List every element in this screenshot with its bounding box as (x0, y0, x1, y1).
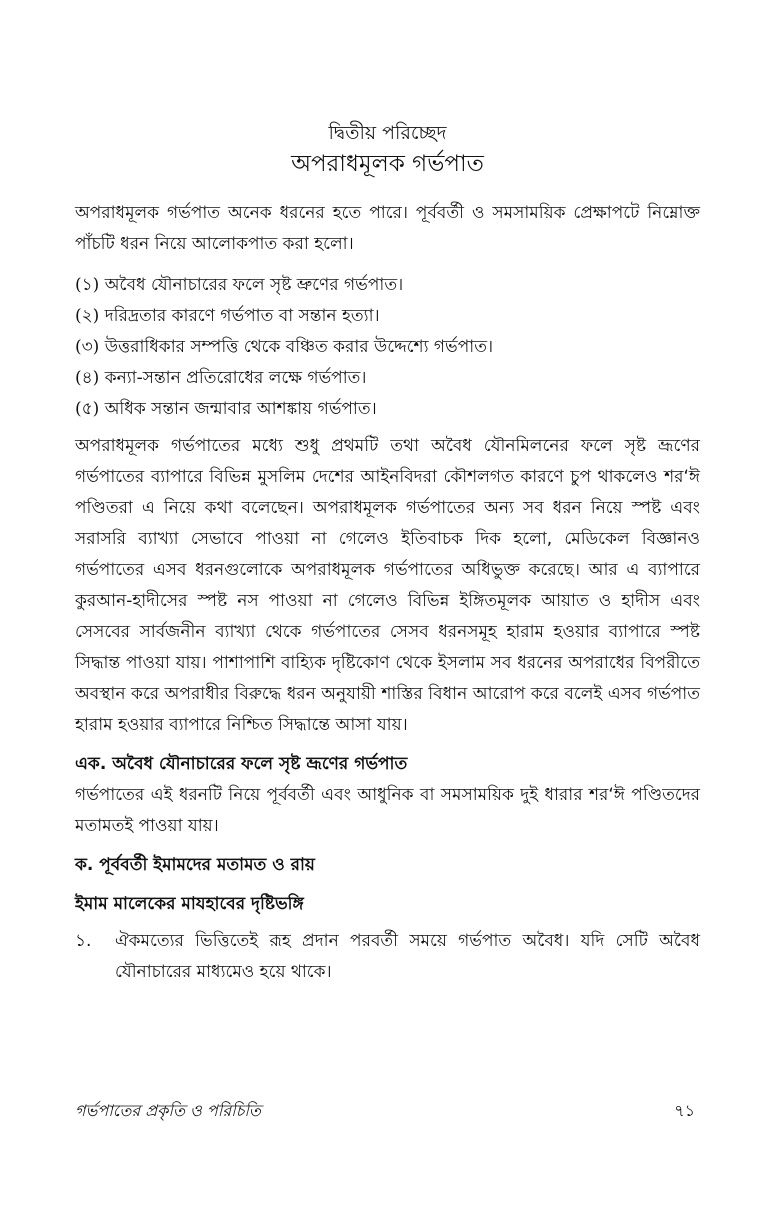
list-item-number: (৫) (75, 399, 100, 419)
abortion-types-list (75, 270, 700, 425)
list-item (75, 394, 700, 425)
list-item (75, 332, 700, 363)
section-heading-one: এক. অবৈধ যৌনাচারের ফলে সৃষ্ট ভ্রূণের গর্ভপাত (75, 754, 408, 774)
chapter-title: অপরাধমূলক গর্ভপাত (291, 151, 484, 177)
point-text: ঐকমত্যের ভিত্তিতেই রূহ প্রদান পরবর্তী সময়ে গর্ভপাত অবৈধ। যদি সেটি অবৈধ যৌনাচারের মাধ্যমেও হয়ে থাকে। (115, 931, 700, 982)
list-item-number: (২) (75, 306, 100, 326)
point-number: ১. (75, 931, 92, 951)
chapter-label: দ্বিতীয় পরিচ্ছেদ (328, 122, 447, 144)
list-item-text: উত্তরাধিকার সম্পত্তি থেকে বঞ্চিত করার উদ্দেশ্যে গর্ভপাত। (104, 337, 494, 357)
list-item-text: দরিদ্রতার কারণে গর্ভপাত বা সন্তান হত্যা। (104, 306, 380, 326)
list-item-number: (৩) (75, 337, 100, 357)
page-footer (75, 1098, 695, 1124)
numbered-point (75, 926, 700, 988)
list-item-number: (১) (75, 275, 100, 295)
list-item (75, 270, 700, 301)
discussion-paragraph: অপরাধমূলক গর্ভপাতের মধ্যে শুধু প্রথমটি তথা অবৈধ যৌনমিলনের ফলে সৃষ্ট ভ্রূণের গর্ভপাতের ব্যাপারে বিভিন্ন মুসলিম দেশের আইনবিদরা কৌশলগত কারণে চুপ থাকলেও শর‘ঈ পণ্ডিতরা এ নিয়ে কথা বলেছেন। অপরাধমূলক গর্ভপাতের অন্য সব ধরন নিয়ে স্পষ্ট এবং সরাসরি ব্যাখ্যা সেভাবে পাওয়া না গেলেও ইতিবাচক দিক হলো, মেডিকেল বিজ্ঞানও গর্ভপাতের এসব ধরনগুলোকে অপরাধমূলক গর্ভপাতের অধিভুক্ত করেছে। আর এ ব্যাপারে কুরআন-হাদীসের স্পষ্ট নস পাওয়া না গেলেও বিভিন্ন ইঙ্গিতমূলক আয়াত ও হাদীস এবং সেসবের সার্বজনীন ব্যাখ্যা থেকে গর্ভপাতের সেসব ধরনসমূহ হারাম হওয়ার ব্যাপারে স্পষ্ট সিদ্ধান্ত পাওয়া যায়। পাশাপাশি বাহ্যিক দৃষ্টিকোণ থেকে ইসলাম সব ধরনের অপরাধের বিপরীতে অবস্থান করে অপরাধীর বিরুদ্ধে ধরন অনুযায়ী শাস্তির বিধান আরোপ করে বলেই এসব গর্ভপাত হারাম হওয়ার ব্যাপারে নিশ্চিত সিদ্ধান্তে আসা যায়। (75, 436, 700, 735)
subsection-heading-ka: ক. পূর্ববর্তী ইমামদের মতামত ও রায় (75, 855, 315, 875)
page-number: ৭১ (674, 1101, 695, 1120)
maliki-heading: ইমাম মালেকের মাযহাবের দৃষ্টিভঙ্গি (75, 894, 304, 914)
running-title: গর্ভপাতের প্রকৃতি ও পরিচিতি (75, 1101, 261, 1120)
list-item-number: (৪) (75, 368, 100, 388)
intro-paragraph: অপরাধমূলক গর্ভপাত অনেক ধরনের হতে পারে। পূর্ববর্তী ও সমসাময়িক প্রেক্ষাপটে নিম্নোক্ত পাঁচটি ধরন নিয়ে আলোকপাত করা হলো। (75, 203, 700, 254)
section-one-paragraph: গর্ভপাতের এই ধরনটি নিয়ে পূর্ববর্তী এবং আধুনিক বা সমসাময়িক দুই ধারার শর‘ঈ পণ্ডিতদের মতামতই পাওয়া যায়। (75, 785, 700, 836)
list-item-text: অধিক সন্তান জন্মাবার আশঙ্কায় গর্ভপাত। (104, 399, 377, 419)
list-item-text: কন্যা-সন্তান প্রতিরোধের লক্ষে গর্ভপাত। (104, 368, 367, 388)
list-item (75, 301, 700, 332)
list-item-text: অবৈধ যৌনাচারের ফলে সৃষ্ট ভ্রুণের গর্ভপাত। (104, 275, 404, 295)
list-item (75, 363, 700, 394)
book-page (75, 120, 700, 988)
